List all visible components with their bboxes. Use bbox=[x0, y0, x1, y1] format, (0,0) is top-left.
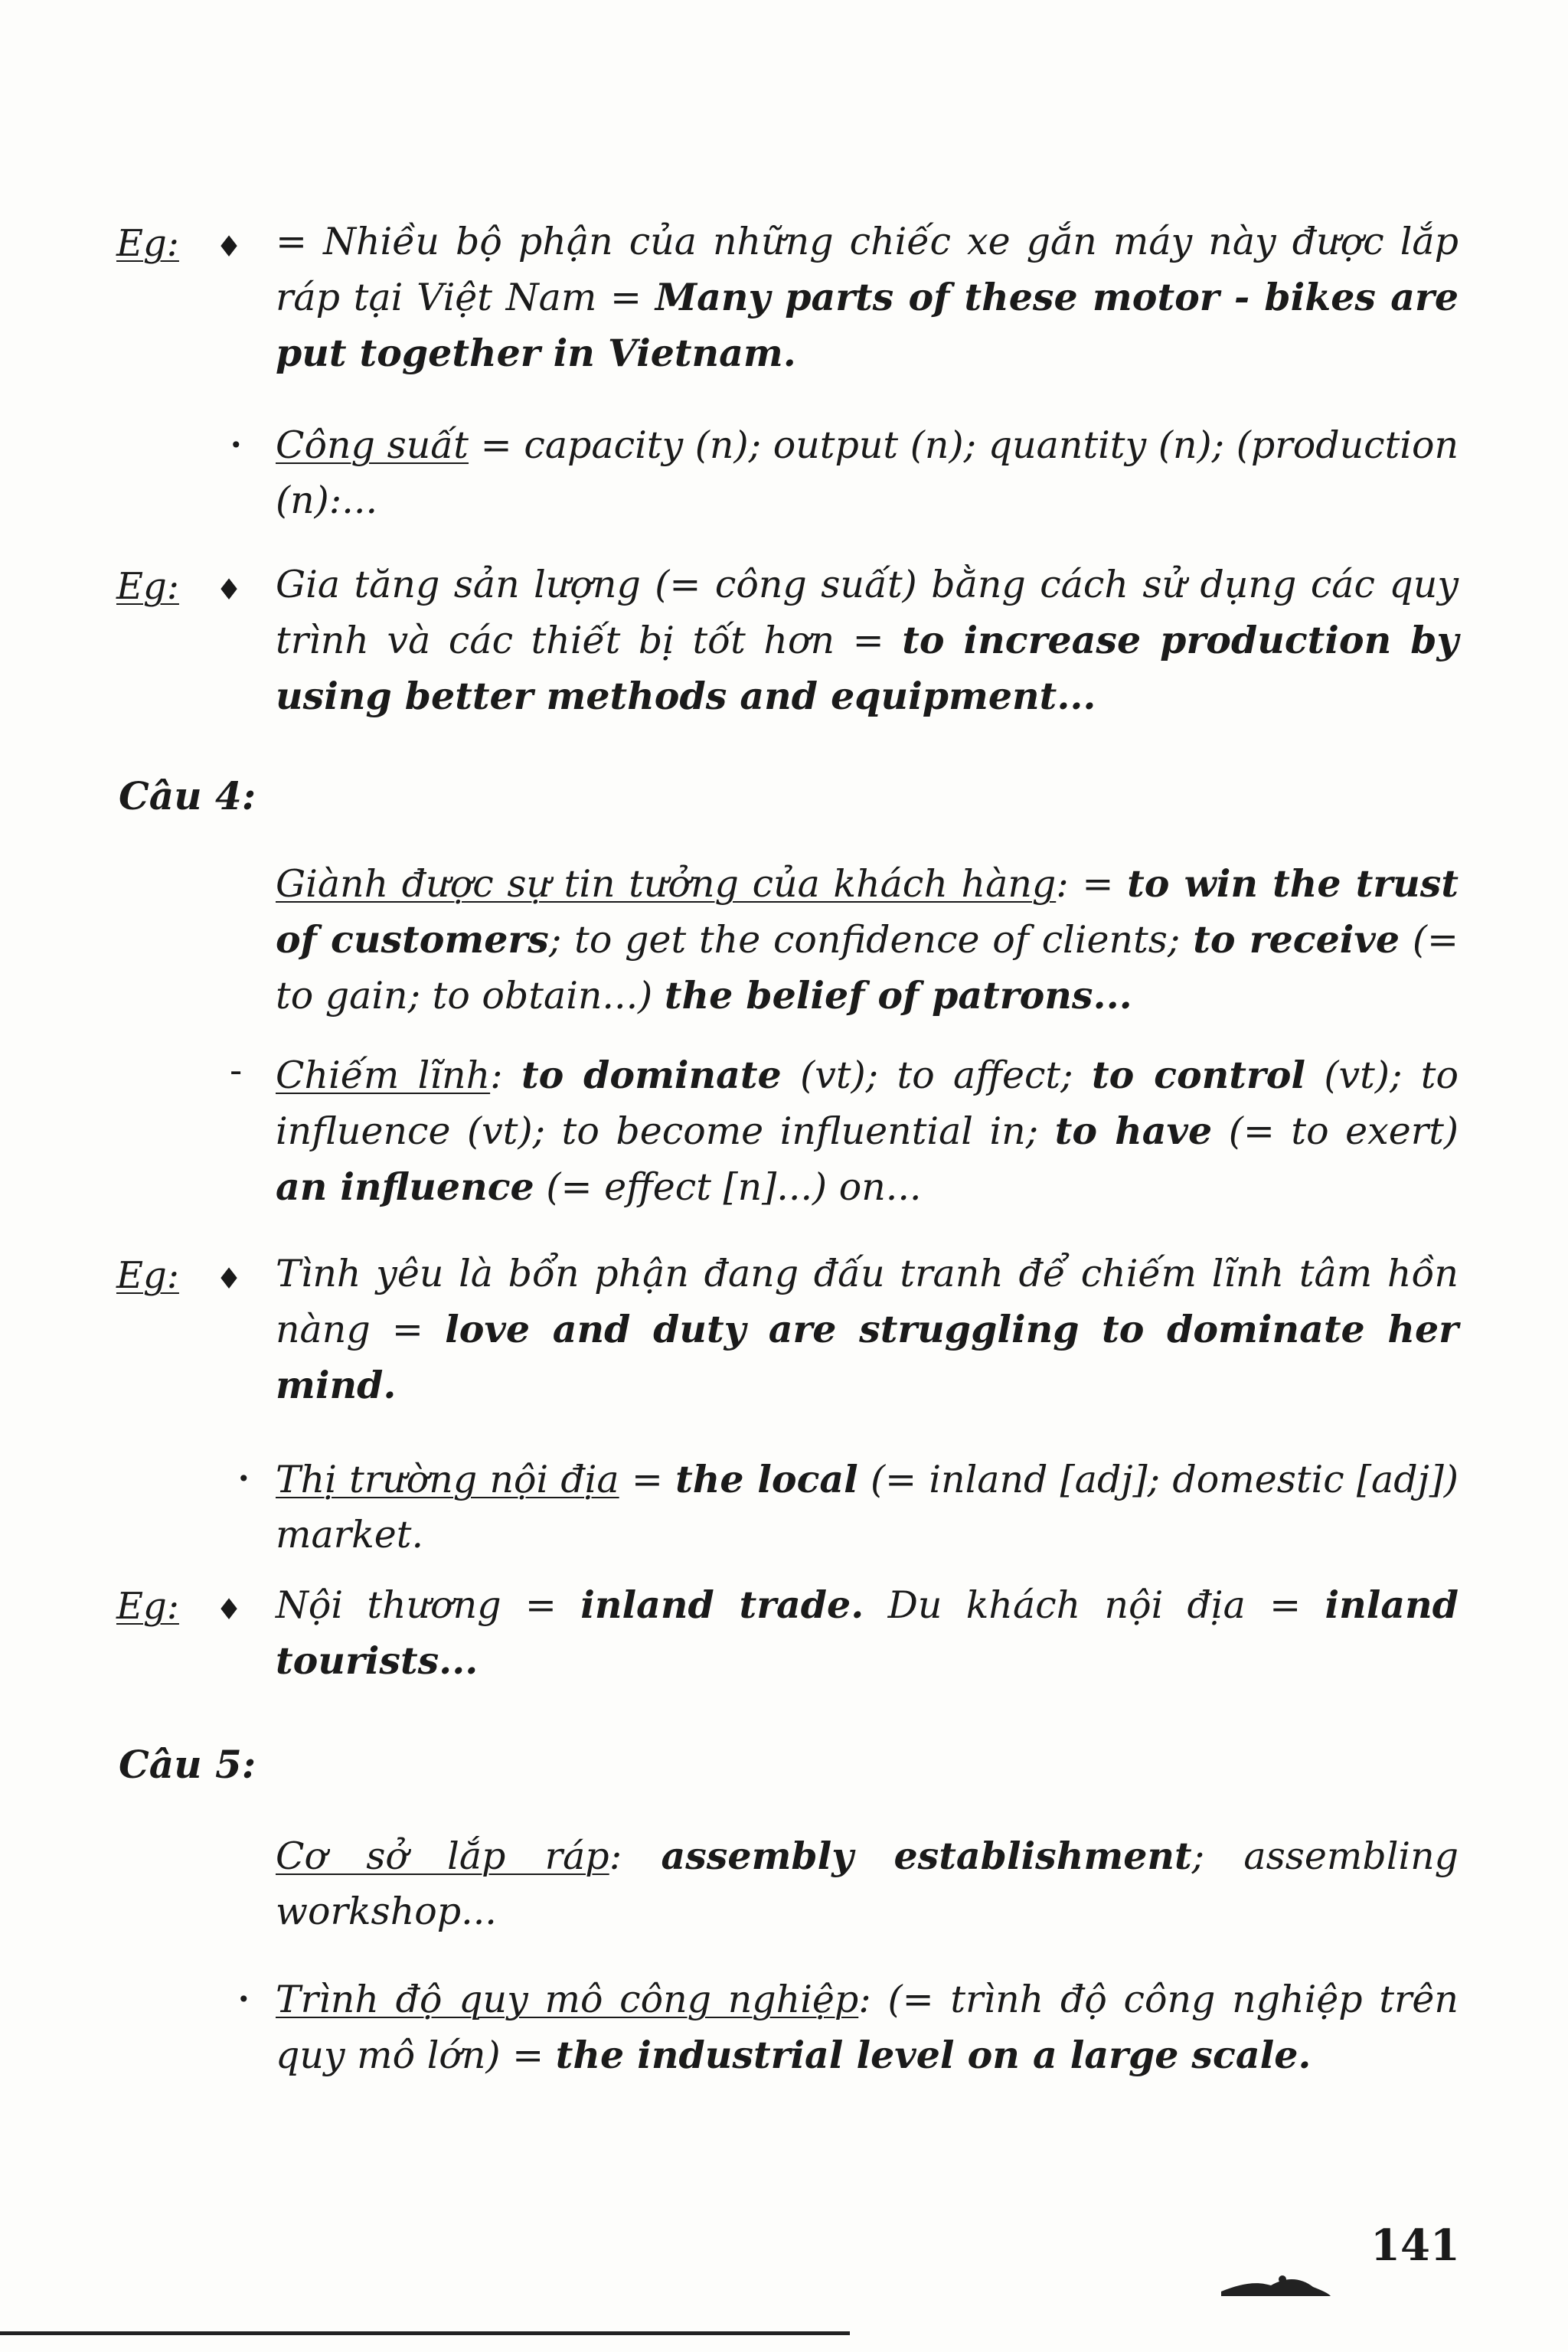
example-label: Eg: bbox=[116, 1254, 179, 1297]
ornament-icon bbox=[1217, 2270, 1332, 2301]
example-paragraph bbox=[276, 1246, 1459, 1413]
english-phrase: the industrial level on a large scale. bbox=[555, 2033, 1312, 2077]
english-phrase: to have bbox=[1054, 1109, 1213, 1153]
vocab-text: (vt); to influence (vt); to become influential in; bbox=[276, 1054, 1459, 1153]
vocab-text: (vt); to affect; bbox=[781, 1054, 1092, 1097]
vocab-definition: = capacity (n); output (n); quantity (n); (production (n):... bbox=[276, 423, 1459, 522]
english-phrase: assembly establishment bbox=[661, 1834, 1192, 1878]
vocab-text: = bbox=[619, 1458, 676, 1501]
dash-bullet: - bbox=[230, 1049, 243, 1092]
english-phrase: the local bbox=[675, 1457, 858, 1501]
example-paragraph bbox=[276, 214, 1459, 381]
section-heading: Câu 4: bbox=[119, 773, 256, 818]
bottom-rule bbox=[0, 2331, 850, 2335]
vocab-paragraph bbox=[276, 1828, 1459, 1939]
english-translation: inland trade. bbox=[580, 1583, 864, 1627]
english-translation: to increase production by using better methods and equipment... bbox=[276, 618, 1459, 718]
vietnamese-text: Gia tăng sản lượng (= công suất) bằng cách sử dụng các quy trình và các thiết bị tốt hơn = bbox=[276, 563, 1459, 662]
diamond-bullet-icon: ♦ bbox=[216, 230, 243, 263]
english-phrase: the belief of patrons... bbox=[664, 973, 1132, 1018]
vocab-text: (= inland [adj]; domestic [adj]) market. bbox=[276, 1458, 1459, 1557]
vocab-text: ; to get the confidence of clients; bbox=[548, 918, 1194, 962]
english-phrase: to control bbox=[1091, 1053, 1306, 1097]
vocab-term: Thị trường nội địa bbox=[276, 1458, 619, 1501]
dot-bullet-icon: • bbox=[230, 433, 243, 458]
vocab-text: ; assembling workshop... bbox=[276, 1834, 1459, 1933]
vocab-text: (= effect [n]...) on... bbox=[534, 1165, 922, 1209]
vietnamese-text: Tình yêu là bổn phận đang đấu tranh để chiếm lĩnh tâm hồn nàng = bbox=[276, 1252, 1459, 1351]
vietnamese-text: = Nhiều bộ phận của những chiếc xe gắn máy này được lắp ráp tại Việt Nam = bbox=[276, 220, 1459, 319]
vocab-paragraph bbox=[276, 1452, 1459, 1563]
example-label: Eg: bbox=[116, 1585, 179, 1628]
vietnamese-text: Nội thương = bbox=[276, 1583, 581, 1627]
diamond-bullet-icon: ♦ bbox=[216, 1592, 243, 1626]
vocab-paragraph bbox=[276, 418, 1459, 528]
vocab-paragraph bbox=[276, 1972, 1459, 2083]
page-number: 141 bbox=[1370, 2220, 1460, 2271]
vocab-paragraph bbox=[276, 1047, 1459, 1215]
example-paragraph bbox=[276, 557, 1459, 724]
diamond-bullet-icon: ♦ bbox=[216, 573, 243, 606]
example-paragraph bbox=[276, 1577, 1459, 1689]
english-translation: inland tourists... bbox=[276, 1583, 1459, 1683]
english-phrase: to win the trust of customers bbox=[276, 861, 1459, 962]
vietnamese-text: Du khách nội địa = bbox=[864, 1583, 1325, 1627]
vocab-term: Công suất bbox=[276, 423, 469, 467]
vocab-paragraph bbox=[276, 856, 1459, 1024]
vocab-text: : bbox=[490, 1054, 521, 1097]
vocab-term: Cơ sở lắp ráp bbox=[276, 1834, 609, 1878]
english-translation: Many parts of these motor - bikes are put together in Vietnam. bbox=[276, 275, 1459, 375]
dot-bullet-icon: • bbox=[237, 1987, 250, 2012]
vocab-text: : bbox=[609, 1834, 662, 1878]
vocab-text: (= to exert) bbox=[1212, 1109, 1459, 1153]
english-phrase: an influence bbox=[276, 1165, 534, 1209]
english-translation: love and duty are struggling to dominate her mind. bbox=[276, 1307, 1459, 1407]
english-phrase: to dominate bbox=[521, 1053, 782, 1097]
vocab-term: Chiếm lĩnh bbox=[276, 1054, 491, 1097]
vocab-term: Giành được sự tin tưởng của khách hàng bbox=[276, 862, 1057, 906]
vocab-text: : = bbox=[1056, 862, 1128, 906]
vocab-term: Trình độ quy mô công nghiệp bbox=[276, 1978, 859, 2021]
vocab-text: (= to gain; to obtain...) bbox=[276, 918, 1459, 1018]
vocab-text: : (= trình độ công nghiệp trên quy mô lớn) = bbox=[276, 1978, 1459, 2077]
example-label: Eg: bbox=[116, 222, 179, 265]
english-phrase: to receive bbox=[1193, 917, 1400, 962]
diamond-bullet-icon: ♦ bbox=[216, 1262, 243, 1295]
section-heading: Câu 5: bbox=[119, 1742, 256, 1787]
example-label: Eg: bbox=[116, 565, 179, 608]
dot-bullet-icon: • bbox=[237, 1466, 250, 1491]
